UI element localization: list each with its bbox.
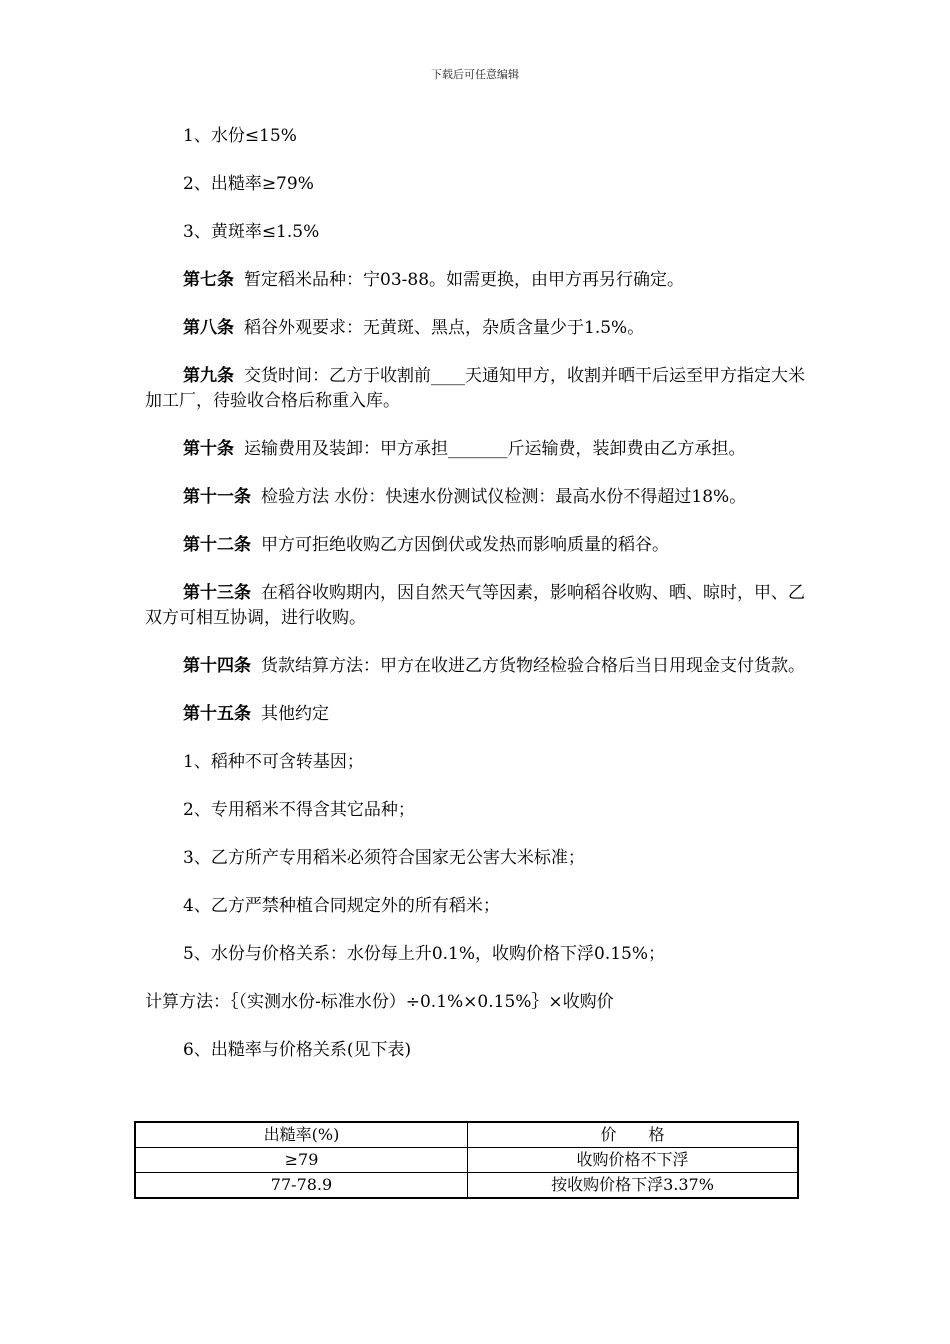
clause-heading: 第七条	[183, 270, 234, 290]
clause-9	[145, 364, 817, 414]
clause-text: 4、乙方严禁种植合同规定外的所有稻米；	[183, 896, 500, 916]
clause-item	[145, 846, 817, 871]
clause-heading: 第八条	[183, 318, 234, 338]
clause-text: 在稻谷收购期内，因自然天气等因素，影响稻谷收购、晒、晾时，甲、乙双方可相互协调，进行收购。	[145, 583, 805, 628]
clause-item	[145, 220, 817, 245]
clause-heading: 第十一条	[183, 487, 251, 507]
table-row	[135, 1148, 798, 1173]
clause-7	[145, 268, 817, 293]
clause-text: 6、出糙率与价格关系(见下表)	[183, 1040, 412, 1060]
clause-text: 2、出糙率≥79%	[183, 174, 314, 194]
clause-item	[145, 1038, 817, 1063]
table-header-row	[135, 1122, 798, 1148]
table-row	[135, 1173, 798, 1199]
clause-heading: 第十二条	[183, 535, 251, 555]
clause-heading: 第十条	[183, 439, 234, 459]
clause-10	[145, 437, 817, 462]
clause-text: 暂定稻米品种：宁03-88。如需更换，由甲方再另行确定。	[244, 270, 685, 290]
table-cell: ≥79	[135, 1148, 468, 1173]
clause-heading: 第十五条	[183, 704, 251, 724]
clause-heading: 第九条	[183, 366, 234, 386]
calculation-formula	[145, 990, 817, 1015]
clause-item	[145, 942, 817, 967]
page-header: 下载后可任意编辑	[431, 68, 519, 81]
clause-text: 稻谷外观要求：无黄斑、黑点，杂质含量少于1.5%。	[244, 318, 645, 338]
table-cell: 收购价格不下浮	[468, 1148, 799, 1173]
clause-8	[145, 316, 817, 341]
clause-item	[145, 750, 817, 775]
clause-item	[145, 894, 817, 919]
clause-text: 1、水份≤15%	[183, 126, 297, 146]
clause-text: 运输费用及装卸：甲方承担_______斤运输费，装卸费由乙方承担。	[244, 439, 746, 459]
clause-text: 甲方可拒绝收购乙方因倒伏或发热而影响质量的稻谷。	[261, 535, 669, 555]
clause-text: 其他约定	[261, 704, 329, 724]
table-header-cell: 出糙率(%)	[135, 1122, 468, 1148]
clause-11	[145, 485, 817, 510]
table-header-cell: 价 格	[468, 1122, 799, 1148]
clause-text: 计算方法：｛（实测水份-标准水份）÷0.1%×0.15%｝×收购价	[145, 992, 614, 1012]
clause-text: 3、乙方所产专用稻米必须符合国家无公害大米标准；	[183, 848, 585, 868]
clause-text: 2、专用稻米不得含其它品种；	[183, 800, 415, 820]
clause-text: 5、水份与价格关系：水份每上升0.1%，收购价格下浮0.15%；	[183, 944, 666, 964]
clause-text: 检验方法 水份：快速水份测试仪检测：最高水份不得超过18%。	[261, 487, 747, 507]
clause-text: 交货时间：乙方于收割前____天通知甲方，收割并晒干后运至甲方指定大米加工厂，待验收合格后称重入库。	[145, 366, 805, 411]
clause-item	[145, 124, 817, 149]
clause-item	[145, 172, 817, 197]
clause-13	[145, 581, 817, 631]
clause-text: 3、黄斑率≤1.5%	[183, 222, 320, 242]
clause-item	[145, 798, 817, 823]
clause-text: 1、稻种不可含转基因；	[183, 752, 364, 772]
clause-14	[145, 654, 817, 679]
clause-15	[145, 702, 817, 727]
table-cell: 按收购价格下浮3.37%	[468, 1173, 799, 1199]
document-body	[145, 124, 817, 1086]
clause-text: 货款结算方法：甲方在收进乙方货物经检验合格后当日用现金支付货款。	[261, 656, 805, 676]
rate-price-table	[134, 1121, 799, 1199]
clause-12	[145, 533, 817, 558]
clause-heading: 第十三条	[183, 583, 251, 603]
clause-heading: 第十四条	[183, 656, 251, 676]
table-cell: 77-78.9	[135, 1173, 468, 1199]
